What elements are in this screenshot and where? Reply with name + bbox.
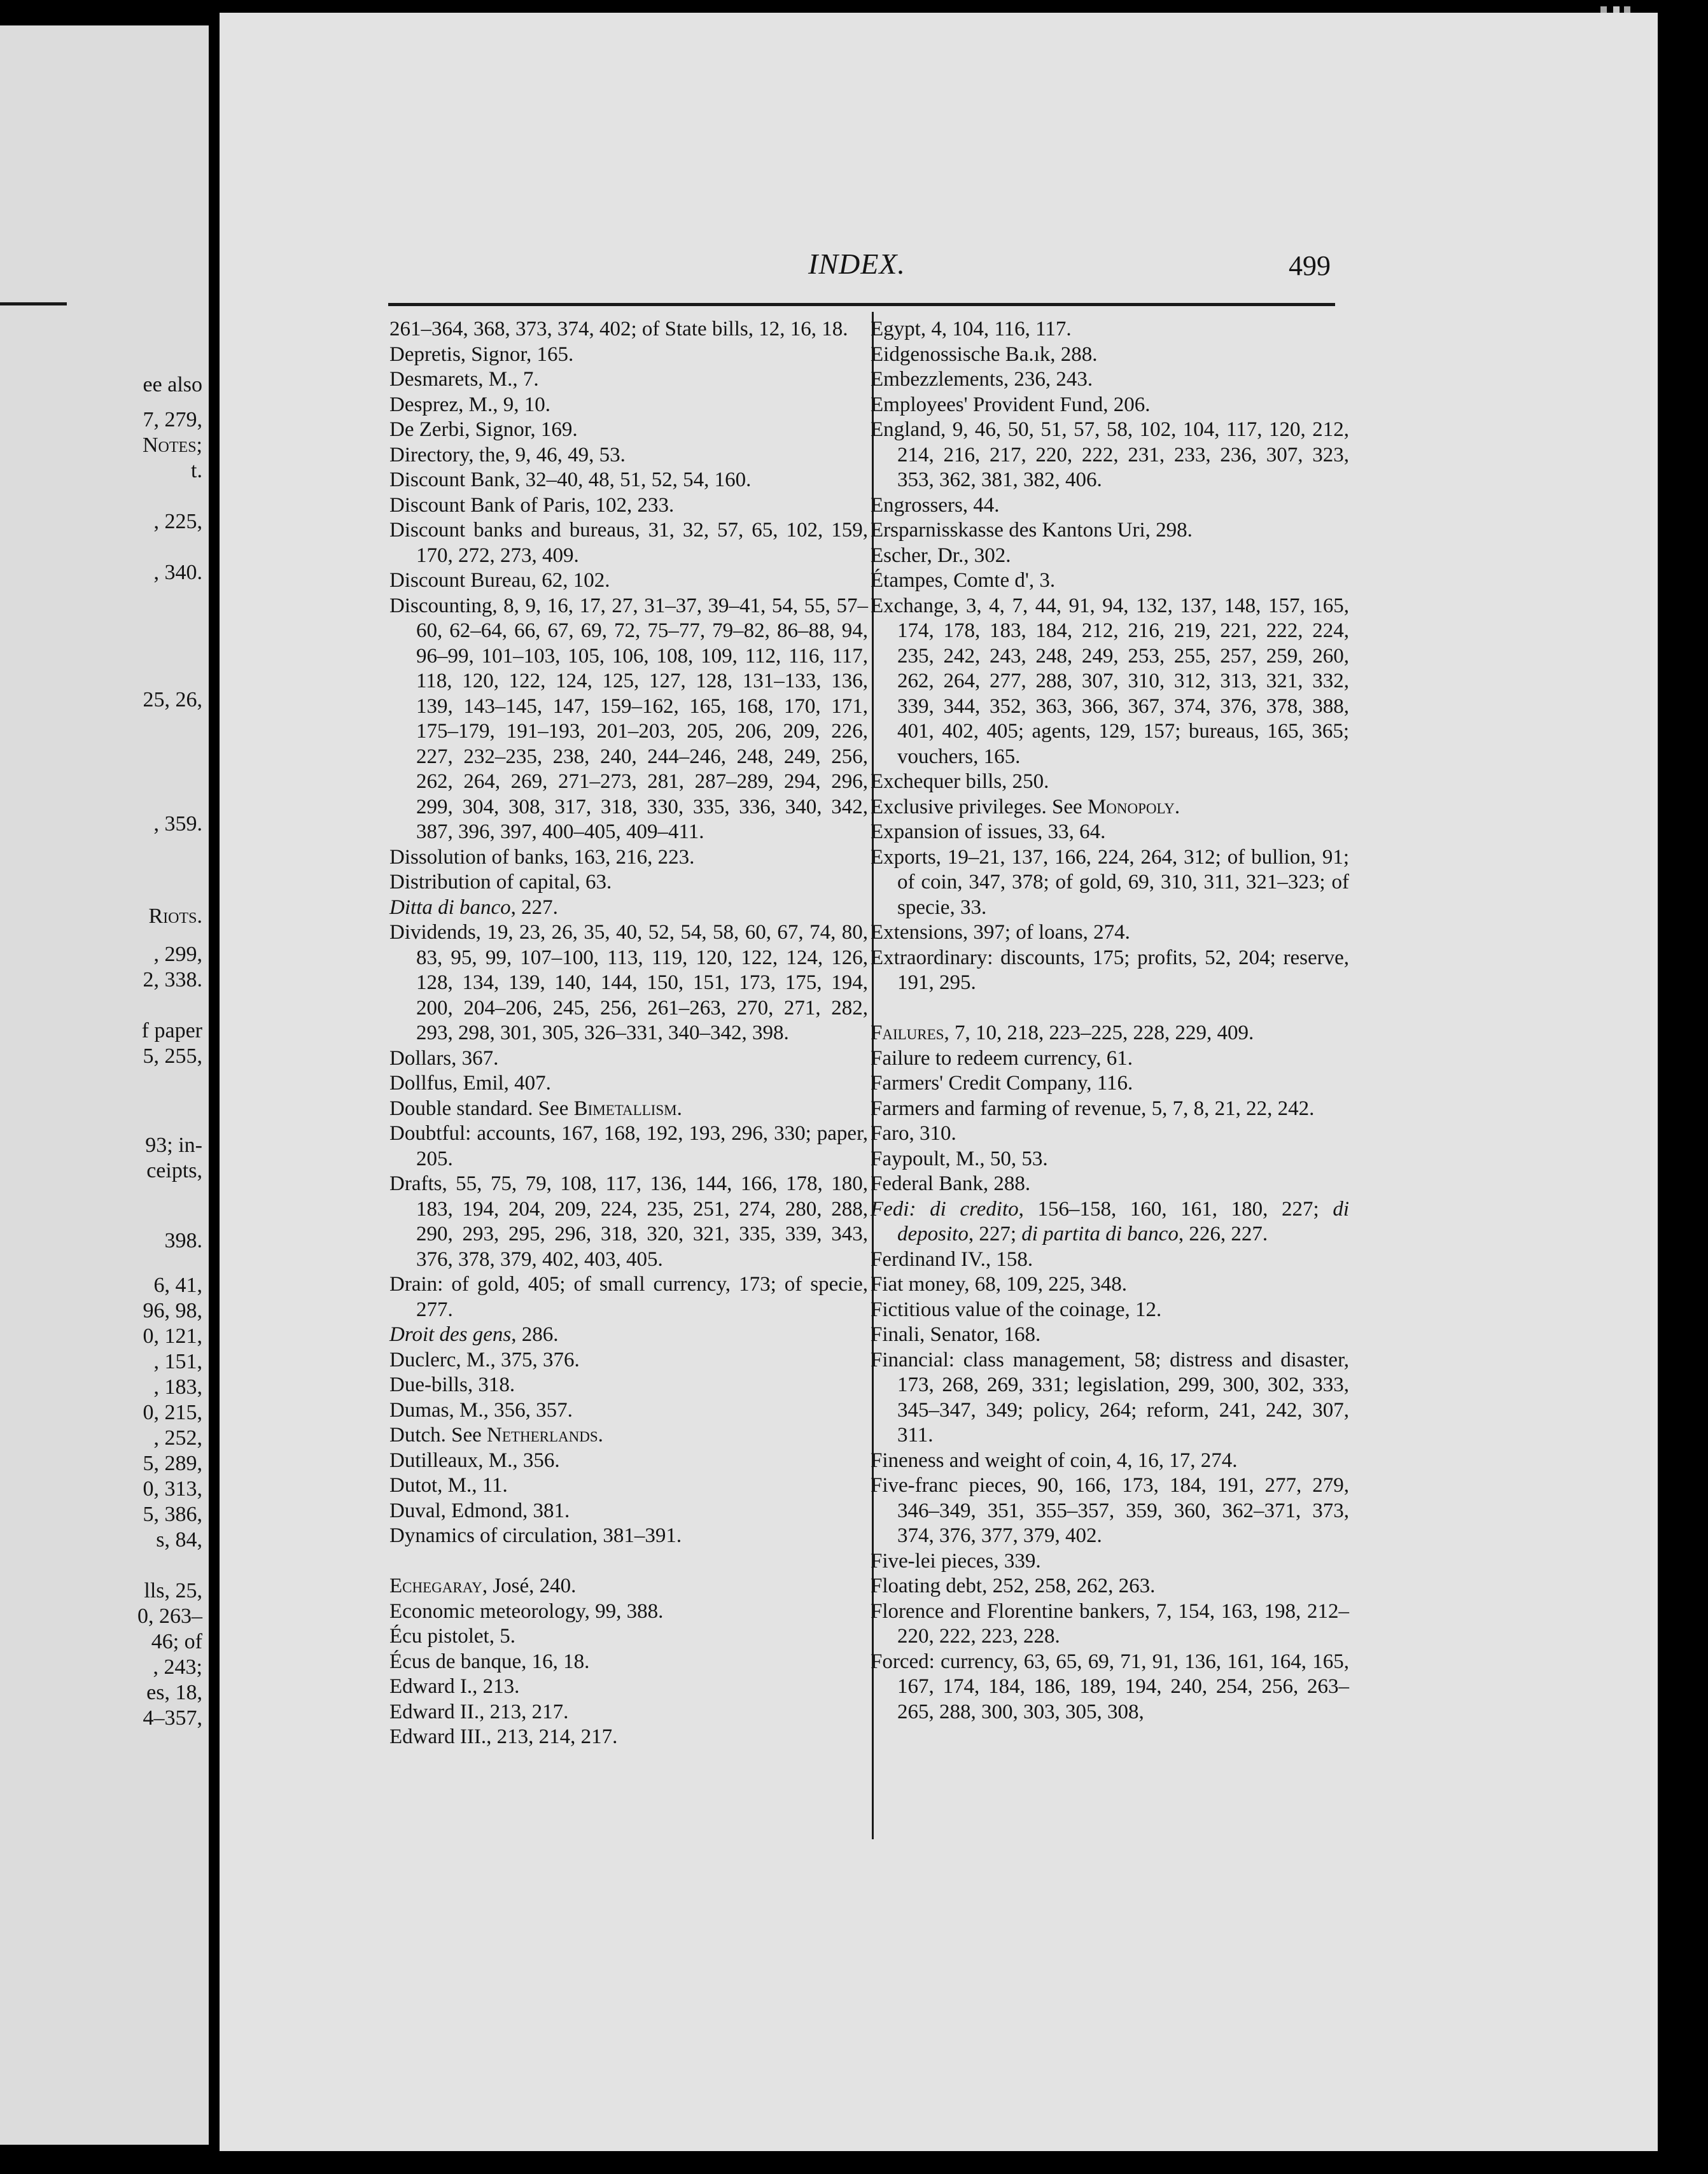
index-entry: Extraordinary: discounts, 175; profits, 52, 204; reserve, 191, 295. bbox=[871, 946, 1349, 994]
index-entry: Étampes, Comte d', 3. bbox=[871, 569, 1056, 592]
facing-page-line: , 243; bbox=[153, 1655, 202, 1679]
index-entry: England, 9, 46, 50, 51, 57, 58, 102, 104, 117, 120, 212, 214, 216, 217, 220, 222, 231, 233, 236, 307, 323, 353, 362, 381, 382, 406. bbox=[871, 418, 1349, 491]
facing-page-line: 6, 41, bbox=[153, 1273, 202, 1297]
entry-part: , José, 240. bbox=[482, 1574, 577, 1597]
index-entry: Economic meteorology, 99, 388. bbox=[389, 1599, 664, 1623]
entry-part: , 226, 227. bbox=[1178, 1223, 1268, 1245]
index-entry: Exchequer bills, 250. bbox=[871, 770, 1049, 793]
index-column-left bbox=[389, 317, 868, 1750]
index-entry: Écus de banque, 16, 18. bbox=[389, 1650, 590, 1673]
index-entry: Exchange, 3, 4, 7, 44, 91, 94, 132, 137, 148, 157, 165, 174, 178, 183, 184, 212, 216, 219, 221, 222, 224, 235, 242, 243, 248, 249, 253, 255, 257, 259, 260, 262, 264, 277, 288, 307, 310, 312, 313, 321, 332, 339, 344, 352, 363, 366, 367, 374, 376, 378, 388, 401, 402, 405; agents, 129, 157; bureaus, 165, 365; vouchers, 165. bbox=[871, 594, 1349, 768]
entry-part: , 156–158, 160, 161, 180, 227; bbox=[1018, 1197, 1333, 1221]
header-rule bbox=[388, 303, 1335, 306]
facing-page-line: 2, 338. bbox=[143, 968, 202, 992]
index-entry: Distribution of capital, 63. bbox=[389, 871, 612, 894]
facing-page-line: , 183, bbox=[153, 1375, 202, 1399]
facing-page-line: es, 18, bbox=[146, 1681, 202, 1704]
facing-page-line: t. bbox=[191, 459, 202, 482]
index-entry: Eidgenossische Ba.ık, 288. bbox=[871, 342, 1098, 366]
index-entry: Farmers' Credit Company, 116. bbox=[871, 1072, 1133, 1095]
facing-page-line: 5, 255, bbox=[143, 1044, 202, 1068]
entry-part: , 7, 10, 218, 223–225, 228, 229, 409. bbox=[944, 1021, 1254, 1044]
index-entry: Five-franc pieces, 90, 166, 173, 184, 191, 277, 279, 346–349, 351, 355–357, 359, 360, 362–371, 373, 374, 376, 377, 379, 402. bbox=[871, 1474, 1349, 1547]
index-entry: Failure to redeem currency, 61. bbox=[871, 1046, 1133, 1070]
index-entry: Exports, 19–21, 137, 166, 224, 264, 312; of bullion, 91; of coin, 347, 378; of gold, 69, 310, 311, 321–323; of specie, 33. bbox=[871, 845, 1349, 919]
entry-part: Dutch. See bbox=[389, 1424, 487, 1447]
facing-page-line: , 299, bbox=[153, 943, 202, 966]
facing-page-line: 96, 98, bbox=[143, 1299, 202, 1322]
index-entry: Dutot, M., 11. bbox=[389, 1474, 508, 1497]
facing-page-line: 4–357, bbox=[143, 1706, 202, 1730]
entry-part: , 227; bbox=[968, 1223, 1022, 1245]
index-entry: Fineness and weight of coin, 4, 16, 17, 274. bbox=[871, 1448, 1238, 1472]
index-entry bbox=[389, 1423, 868, 1448]
facing-page-line: f paper bbox=[141, 1019, 202, 1042]
index-entry: Desprez, M., 9, 10. bbox=[389, 393, 550, 416]
index-entry: Duval, Edmond, 381. bbox=[389, 1499, 570, 1522]
index-entry: Floating debt, 252, 258, 262, 263. bbox=[871, 1574, 1156, 1597]
entry-part: Fedi: di credito bbox=[871, 1197, 1019, 1221]
index-entry: Directory, the, 9, 46, 49, 53. bbox=[389, 443, 626, 466]
index-entry bbox=[871, 795, 1349, 820]
index-entry: Faro, 310. bbox=[871, 1122, 956, 1145]
facing-page-line: , 151, bbox=[153, 1350, 202, 1373]
facing-page-line: 5, 386, bbox=[143, 1503, 202, 1526]
facing-page-line: , 359. bbox=[153, 812, 202, 836]
index-entry: Fiat money, 68, 109, 225, 348. bbox=[871, 1273, 1128, 1296]
facing-page-line: s, 84, bbox=[156, 1528, 202, 1552]
index-entry: Discount Bureau, 62, 102. bbox=[389, 569, 610, 592]
index-entry: Embezzlements, 236, 243. bbox=[871, 368, 1093, 391]
index-entry: Discounting, 8, 9, 16, 17, 27, 31–37, 39–41, 54, 55, 57–60, 62–64, 66, 67, 69, 72, 75–77, 79–82, 86–88, 94, 96–99, 101–103, 105, 106, 108, 109, 112, 116, 117, 118, 120, 122, 124, 125, 127, 128, 131–133, 136, 139, 143–145, 147, 159–162, 165, 168, 170, 171, 175–179, 191–193, 201–203, 205, 206, 209, 226, 227, 232–235, 238, 240, 244–246, 248, 249, 256, 262, 264, 269, 271–273, 281, 287–289, 294, 296, 299, 304, 308, 317, 318, 330, 335, 336, 340, 342, 387, 396, 397, 400–405, 409–411. bbox=[389, 594, 868, 843]
index-entry: 261–364, 368, 373, 374, 402; of State bills, 12, 16, 18. bbox=[389, 318, 848, 340]
facing-page-line: Riots. bbox=[148, 904, 202, 928]
index-entry: Fictitious value of the coinage, 12. bbox=[871, 1298, 1162, 1321]
index-column-right bbox=[871, 317, 1349, 1725]
facing-page-left bbox=[0, 25, 209, 2145]
page-number: 499 bbox=[1289, 250, 1331, 281]
facing-page-line: 0, 313, bbox=[143, 1477, 202, 1501]
facing-page-line: 0, 263– bbox=[137, 1604, 202, 1628]
entry-part: , 227. bbox=[510, 895, 558, 919]
index-entry: Extensions, 397; of loans, 274. bbox=[871, 921, 1130, 944]
index-entry bbox=[871, 1197, 1349, 1247]
index-entry bbox=[389, 1097, 868, 1122]
facing-page-line: ceipts, bbox=[146, 1159, 202, 1182]
facing-page-line: , 225, bbox=[153, 510, 202, 533]
facing-page-line: lls, 25, bbox=[144, 1579, 202, 1602]
facing-page-rule bbox=[0, 302, 67, 305]
entry-part: Bimetallism bbox=[573, 1097, 677, 1120]
index-entry: De Zerbi, Signor, 169. bbox=[389, 418, 578, 441]
entry-part: . bbox=[1174, 795, 1180, 818]
facing-page-line: 0, 121, bbox=[143, 1324, 202, 1348]
index-entry: Financial: class management, 58; distress and disaster, 173, 268, 269, 331; legislation, 299, 300, 302, 333, 345–347, 349; policy, 264; reform, 241, 242, 307, 311. bbox=[871, 1348, 1349, 1447]
entry-part: di deposito bbox=[897, 1197, 1349, 1245]
running-head: INDEX. bbox=[808, 248, 906, 280]
facing-page-line: 5, 289, bbox=[143, 1452, 202, 1475]
index-entry: Dutilleaux, M., 356. bbox=[389, 1448, 560, 1472]
index-entry: Five-lei pieces, 339. bbox=[871, 1549, 1041, 1573]
index-entry: Escher, Dr., 302. bbox=[871, 544, 1011, 567]
index-entry: Edward I., 213. bbox=[389, 1675, 520, 1698]
index-entry: Dumas, M., 356, 357. bbox=[389, 1398, 573, 1422]
index-entry: Drafts, 55, 75, 79, 108, 117, 136, 144, 166, 178, 180, 183, 194, 204, 209, 224, 235, 251, 274, 280, 288, 290, 293, 295, 296, 318, 320, 321, 335, 339, 343, 376, 378, 379, 402, 403, 405. bbox=[389, 1172, 868, 1271]
facing-page-line: 93; in- bbox=[145, 1133, 202, 1157]
index-entry bbox=[389, 1322, 868, 1348]
facing-page-line: Notes; bbox=[143, 433, 202, 457]
entry-part: Droit des gens bbox=[389, 1323, 512, 1346]
index-entry: Dividends, 19, 23, 26, 35, 40, 52, 54, 58, 60, 67, 74, 80, 83, 95, 99, 107–100, 113, 119, 120, 122, 124, 126, 128, 134, 139, 140, 144, 150, 151, 173, 175, 194, 200, 204–206, 245, 256, 261–263, 270, 271, 282, 293, 298, 301, 305, 326–331, 340–342, 398. bbox=[389, 921, 868, 1044]
facing-page-line: 398. bbox=[164, 1229, 202, 1252]
index-entry: Écu pistolet, 5. bbox=[389, 1625, 515, 1648]
entry-part: Failures bbox=[871, 1021, 944, 1044]
index-entry: Finali, Senator, 168. bbox=[871, 1323, 1041, 1346]
index-entry: Faypoult, M., 50, 53. bbox=[871, 1147, 1048, 1170]
index-entry: Drain: of gold, 405; of small currency, 173; of specie, 277. bbox=[389, 1273, 868, 1321]
index-entry: Doubtful: accounts, 167, 168, 192, 193, 296, 330; paper, 205. bbox=[389, 1122, 868, 1170]
index-entry: Federal Bank, 288. bbox=[871, 1172, 1031, 1195]
entry-part: Ditta di banco bbox=[389, 895, 511, 919]
index-entry: Discount Bank, 32–40, 48, 51, 52, 54, 160. bbox=[389, 468, 752, 491]
entry-part: Exclusive privileges. See bbox=[871, 795, 1088, 818]
index-entry: Discount Bank of Paris, 102, 233. bbox=[389, 493, 675, 517]
index-entry: Duclerc, M., 375, 376. bbox=[389, 1348, 580, 1371]
index-entry: Depretis, Signor, 165. bbox=[389, 342, 574, 366]
index-entry: Forced: currency, 63, 65, 69, 71, 91, 136, 161, 164, 165, 167, 174, 184, 186, 189, 194, 240, 254, 256, 263–265, 288, 300, 303, 305, 308, bbox=[871, 1650, 1349, 1723]
entry-part: di partita di banco bbox=[1021, 1223, 1179, 1245]
index-entry: Dollfus, Emil, 407. bbox=[389, 1072, 551, 1095]
index-entry: Dollars, 367. bbox=[389, 1046, 499, 1070]
index-entry bbox=[871, 1021, 1349, 1046]
facing-page-line: ee also bbox=[143, 373, 202, 396]
index-entry: Egypt, 4, 104, 116, 117. bbox=[871, 318, 1072, 340]
entry-part: . bbox=[676, 1097, 682, 1120]
index-entry: Expansion of issues, 33, 64. bbox=[871, 820, 1106, 843]
index-entry: Engrossers, 44. bbox=[871, 493, 1000, 517]
entry-part: Double standard. See bbox=[389, 1097, 574, 1120]
entry-part: Netherlands bbox=[487, 1424, 598, 1447]
index-entry: Edward II., 213, 217. bbox=[389, 1700, 569, 1723]
facing-page-line: , 252, bbox=[153, 1426, 202, 1450]
index-entry bbox=[389, 1574, 868, 1599]
index-entry: Edward III., 213, 214, 217. bbox=[389, 1725, 618, 1748]
index-entry: Dissolution of banks, 163, 216, 223. bbox=[389, 845, 695, 869]
entry-part: , 286. bbox=[511, 1323, 559, 1346]
entry-part: . bbox=[598, 1424, 603, 1447]
index-entry: Ferdinand IV., 158. bbox=[871, 1247, 1033, 1271]
entry-part: Echegaray bbox=[389, 1574, 482, 1597]
index-entry: Dynamics of circulation, 381–391. bbox=[389, 1524, 682, 1547]
facing-page-line: 46; of bbox=[151, 1630, 202, 1653]
facing-page-line: 7, 279, bbox=[143, 408, 202, 431]
facing-page-line: 0, 215, bbox=[143, 1401, 202, 1424]
index-entry: Farmers and farming of revenue, 5, 7, 8, 21, 22, 242. bbox=[871, 1097, 1315, 1120]
entry-part: Monopoly bbox=[1087, 795, 1175, 818]
index-entry: Florence and Florentine bankers, 7, 154, 163, 198, 212–220, 222, 223, 228. bbox=[871, 1599, 1349, 1648]
index-entry: Ersparnisskasse des Kantons Uri, 298. bbox=[871, 519, 1193, 542]
index-entry: Desmarets, M., 7. bbox=[389, 368, 539, 391]
facing-page-line: 25, 26, bbox=[143, 688, 202, 712]
facing-page-line: , 340. bbox=[153, 561, 202, 584]
index-entry: Discount banks and bureaus, 31, 32, 57, 65, 102, 159, 170, 272, 273, 409. bbox=[389, 519, 868, 567]
index-entry: Employees' Provident Fund, 206. bbox=[871, 393, 1151, 416]
index-entry bbox=[389, 895, 868, 921]
index-entry: Due-bills, 318. bbox=[389, 1373, 515, 1396]
